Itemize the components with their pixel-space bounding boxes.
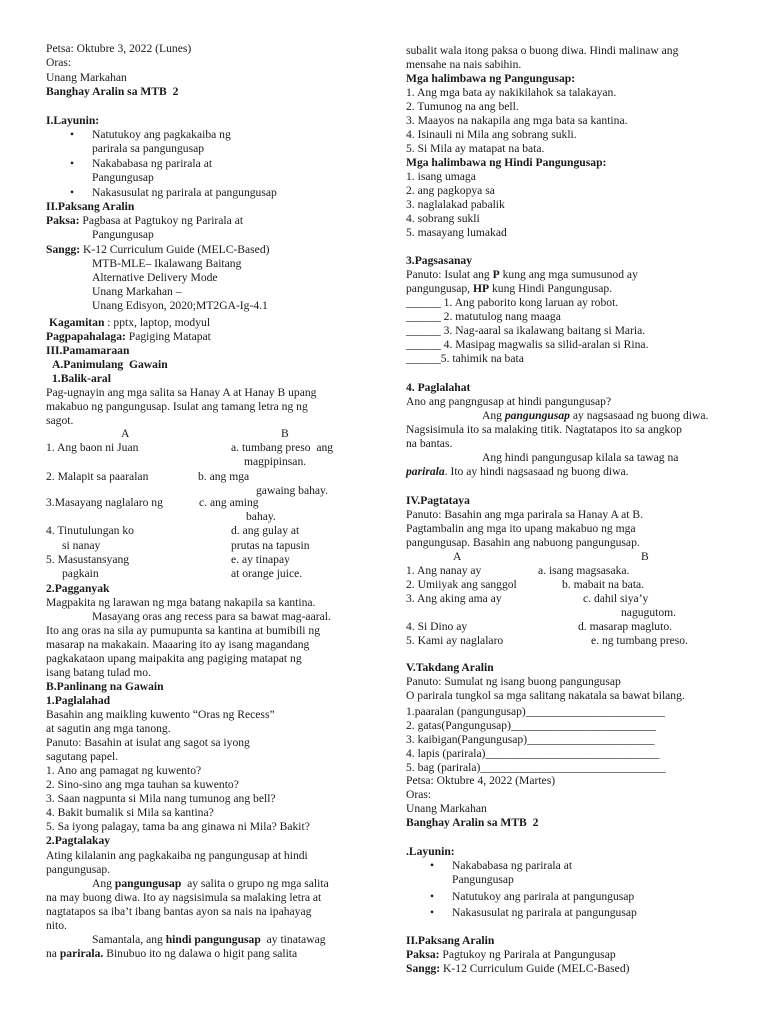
motivation-heading: 2.Pagganyak [46, 582, 110, 595]
definition-text: ay salita o grupo ng mga salita [181, 877, 329, 890]
assignment-text: Panuto: Sumulat ng isang buong pangungusap [406, 675, 621, 688]
generalization-text: ay nagsasaad ng buong diwa. [569, 409, 709, 422]
column-b-header: B [281, 427, 289, 440]
practice-instruction-text: kung Hindi Pangungusap. [489, 282, 613, 295]
definition-text: nagtatapos sa iba’t ibang bantas ayon sa nais na ipahayag [46, 905, 312, 918]
definition-text: ay tinatawag [260, 933, 326, 946]
review-text: sagot. [46, 414, 74, 427]
assignment-item: 5. bag (parirala)________________________________ [406, 761, 666, 774]
match-item-a: si nanay [62, 539, 101, 552]
practice-item: ______ 1. Ang paborito kong laruan ay robot. [406, 296, 619, 309]
sentence-examples-heading: Mga halimbawa ng Pangungusap: [406, 72, 576, 85]
phrase-examples-heading: Mga halimbawa ng Hindi Pangungusap: [406, 156, 607, 169]
continuation-text: mensahe na nais sabihin. [406, 58, 522, 71]
preliminary-heading: A.Panimulang Gawain [52, 358, 168, 371]
motivation-text: Magpakita ng larawan ng mga batang nakapila sa kantina. [46, 596, 316, 609]
reference-text-cont: Alternative Delivery Mode [92, 271, 218, 284]
subject-line-2 [406, 948, 616, 961]
definition-term: parirala. [59, 947, 104, 960]
definition-line [92, 933, 326, 946]
definition-text: na [46, 947, 60, 960]
match-item-b: d. ang gulay at [231, 524, 300, 537]
time-line-2: Oras: [406, 788, 432, 801]
generalization-text: Ang hindi pangungusap kilala sa tawag na [482, 451, 679, 464]
evaluation-item-b: d. masarap magluto. [578, 620, 673, 633]
objective-item-2: • Nakababasa ng parirala at [452, 859, 572, 872]
assignment-heading: V.Takdang Aralin [406, 661, 494, 674]
definition-text: Binubuo ito ng dalawa o higit pang salita [103, 947, 298, 960]
reference-label-2: Sangg: [406, 962, 441, 975]
evaluation-heading: IV.Pagtataya [406, 494, 470, 507]
phrase-example: 2. ang pagkopya sa [406, 184, 495, 197]
question-item: 3. Saan nagpunta si Mila nang tumunog ang bell? [46, 792, 276, 805]
date-line: Petsa: Oktubre 3, 2022 (Lunes) [46, 42, 192, 55]
definition-text: na may buong diwa. Ito ay nagsisimula sa malaking letra at [46, 891, 322, 904]
evaluation-item-a: 3. Ang aking ama ay [406, 592, 502, 605]
generalization-question: Ano ang pangngusap at hindi pangungusap? [406, 395, 612, 408]
values-label: Pagpapahalaga: [46, 330, 126, 343]
assignment-item: 4. lapis (parirala)______________________________ [406, 747, 660, 760]
practice-item: ______ 4. Masipag magwalis sa silid-aralan si Rina. [406, 338, 649, 351]
presentation-text: at sagutin ang mga tanong. [46, 722, 171, 735]
phrase-example: 1. isang umaga [406, 170, 476, 183]
evaluation-column-b-header: B [641, 550, 649, 563]
match-item-a: 1. Ang baon ni Juan [46, 441, 139, 454]
reference-label: Sangg: [46, 243, 81, 256]
definition-text: Ang [92, 877, 115, 890]
sentence-example: 4. Isinauli ni Mila ang sobrang sukli. [406, 128, 577, 141]
practice-heading: 3.Pagsasanay [406, 254, 473, 267]
reference-text-cont: MTB-MLE– Ikalawang Baitang [92, 257, 242, 270]
practice-code-p: P [492, 268, 500, 281]
development-heading: B.Panlinang na Gawain [46, 680, 164, 693]
assignment-text: O parirala tungkol sa mga salitang nakatala sa bawat bilang. [406, 689, 685, 702]
quarter-line-2: Unang Markahan [406, 802, 487, 815]
definition-text: nito. [46, 919, 67, 932]
motivation-text: pagkakataon upang maipakita ang pagiging matapat ng [46, 652, 302, 665]
date-line-2: Petsa: Oktubre 4, 2022 (Martes) [406, 774, 556, 787]
objective-item-2: • Natutukoy ang parirala at pangungusap [452, 890, 634, 903]
match-item-a: 3.Masayang naglalaro ng [46, 496, 163, 509]
subject-label: Paksa: [46, 214, 80, 227]
evaluation-item-a: 1. Ang nanay ay [406, 564, 482, 577]
sentence-example: 5. Si Mila ay matapat na bata. [406, 142, 545, 155]
question-item: 5. Sa iyong palagay, tama ba ang ginawa ni Mila? Bakit? [46, 820, 310, 833]
objective-item: • Natutukoy ang pagkakaiba ng [92, 128, 231, 141]
materials-line [49, 316, 210, 329]
discussion-heading: 2.Pagtalakay [46, 834, 111, 847]
evaluation-item-a: 2. Umiiyak ang sanggol [406, 578, 517, 591]
evaluation-item-b: nagugutom. [621, 606, 677, 619]
review-text: makabuo ng pangungusap. Isulat ang tamang letra ng ng [46, 400, 308, 413]
time-line: Oras: [46, 56, 72, 69]
evaluation-item-b: b. mabait na bata. [562, 578, 645, 591]
procedure-heading: III.Pamamaraan [46, 344, 130, 357]
evaluation-text: Panuto: Basahin ang mga parirala sa Hanay A at B. [406, 508, 643, 521]
materials-text: : pptx, laptop, modyul [104, 316, 211, 329]
objective-item: • Nakababasa ng parirala at [92, 157, 212, 170]
motivation-text: isang batang tulad mo. [46, 666, 151, 679]
reference-text-2: K-12 Curriculum Guide (MELC-Based) [440, 962, 630, 975]
definition-term: hindi pangungusap [165, 933, 261, 946]
generalization-term: pangungusap [504, 409, 570, 422]
objective-item-cont: parirala sa pangungusap [92, 142, 205, 155]
match-item-a: pagkain [62, 567, 99, 580]
reference-text: K-12 Curriculum Guide (MELC-Based) [80, 243, 270, 256]
presentation-heading: 1.Paglalahad [46, 694, 111, 707]
column-a-header: A [121, 427, 130, 440]
practice-instruction-text: kung ang mga sumusunod ay [499, 268, 638, 281]
evaluation-item-a: 4. Si Dino ay [406, 620, 468, 633]
objective-item: • Nakasusulat ng parirala at pangungusap [92, 186, 277, 199]
match-item-a: 4. Tinutulungan ko [46, 524, 134, 537]
subject-text: Pagbasa at Pagtukoy ng Parirala at [79, 214, 244, 227]
assignment-item: 1.paaralan (pangungusap)________________________ [406, 705, 665, 718]
practice-instruction [406, 282, 612, 295]
generalization-term: parirala [406, 465, 445, 478]
practice-item: ______ 2. matutulog nang maaga [406, 310, 561, 323]
match-item-a: 2. Malapit sa paaralan [46, 470, 149, 483]
match-item-b: gawaing bahay. [256, 484, 329, 497]
objectives-heading-2: .Layunin: [406, 845, 455, 858]
values-text: Pagiging Matapat [125, 330, 211, 343]
motivation-text: Masayang oras ang recess para sa bawat mag-aaral. [92, 610, 331, 623]
presentation-text: Panuto: Basahin at isulat ang sagot sa iyong [46, 736, 250, 749]
match-item-b: prutas na tapusin [231, 539, 310, 552]
definition-line [46, 947, 297, 960]
match-item-b: b. ang mga [198, 470, 250, 483]
phrase-example: 4. sobrang sukli [406, 212, 480, 225]
review-text: Pag-ugnayin ang mga salita sa Hanay A at Hanay B upang [46, 386, 317, 399]
motivation-text: masarap na makakain. Maaaring ito ay isang magandang [46, 638, 310, 651]
match-item-b: bahay. [246, 510, 276, 523]
subject-heading: II.Paksang Aralin [46, 200, 135, 213]
objective-item-cont: Pangungusap [92, 171, 154, 184]
discussion-text: pangungusap. [46, 863, 111, 876]
practice-item: ______ 3. Nag-aaral sa ikalawang baitang si Maria. [406, 324, 646, 337]
match-item-a: 5. Masustansyang [46, 553, 130, 566]
subject-label-2: Paksa: [406, 948, 440, 961]
reference-text-cont: Unang Markahan – [92, 285, 182, 298]
evaluation-column-a-header: A [453, 550, 462, 563]
match-item-b: magpipinsan. [244, 455, 307, 468]
generalization-text: na bantas. [406, 437, 453, 450]
review-heading: 1.Balik-aral [52, 372, 111, 385]
phrase-example: 3. naglalakad pabalik [406, 198, 505, 211]
match-item-b: at orange juice. [231, 567, 303, 580]
sentence-example: 3. Maayos na nakapila ang mga bata sa kantina. [406, 114, 628, 127]
sentence-example: 1. Ang mga bata ay nakikilahok sa talakayan. [406, 86, 617, 99]
objectives-heading: I.Layunin: [46, 114, 100, 127]
subject-line [46, 214, 243, 227]
sentence-example: 2. Tumunog na ang bell. [406, 100, 519, 113]
quarter-line: Unang Markahan [46, 71, 127, 84]
generalization-heading: 4. Paglalahat [406, 381, 471, 394]
objective-item-2-cont: Pangungusap [452, 873, 514, 886]
phrase-example: 5. masayang lumakad [406, 226, 507, 239]
assignment-item: 2. gatas(Pangungusap)_________________________ [406, 719, 656, 732]
reference-line-2 [406, 962, 629, 975]
practice-code-hp: HP [472, 282, 490, 295]
subject-heading-2: II.Paksang Aralin [406, 934, 495, 947]
question-item: 1. Ano ang pamagat ng kuwento? [46, 764, 202, 777]
presentation-text: Basahin ang maikling kuwento “Oras ng Recess” [46, 708, 275, 721]
evaluation-item-b: a. isang magsasaka. [538, 564, 630, 577]
practice-instruction [406, 268, 638, 281]
question-item: 4. Bakit bumalik si Mila sa kantina? [46, 806, 214, 819]
generalization-answer [482, 409, 708, 422]
discussion-text: Ating kilalanin ang pagkakaiba ng pangungusap at hindi [46, 849, 308, 862]
match-item-b: e. ay tinapay [231, 553, 290, 566]
evaluation-item-b: e. ng tumbang preso. [591, 634, 688, 647]
values-line [46, 330, 211, 343]
evaluation-item-a: 5. Kami ay naglalaro [406, 634, 504, 647]
practice-instruction-text: Panuto: Isulat ang [406, 268, 493, 281]
lesson-title: Banghay Aralin sa MTB 2 [46, 85, 179, 98]
match-item-b: c. ang aming [199, 496, 259, 509]
evaluation-text: Pagtambalin ang mga ito upang makabuo ng mga [406, 522, 636, 535]
objective-item-2: • Nakasusulat ng parirala at pangungusap [452, 906, 637, 919]
evaluation-text: pangungusap. Basahin ang nabuong pangungusap. [406, 536, 640, 549]
generalization-text: . Ito ay hindi nagsasaad ng buong diwa. [444, 465, 629, 478]
assignment-item: 3. kaibigan(Pangungusap)______________________ [406, 733, 655, 746]
definition-line [92, 877, 329, 890]
generalization-text: Nagsisimula ito sa malaking titik. Nagtatapos ito sa angkop [406, 423, 682, 436]
practice-item: ______5. tahimik na bata [406, 352, 524, 365]
materials-label: Kagamitan [49, 316, 105, 329]
reference-text-cont: Unang Edisyon, 2020;MT2GA-Ig-4.1 [92, 299, 268, 312]
subject-text-cont: Pangungusap [92, 228, 154, 241]
presentation-text: sagutang papel. [46, 750, 119, 763]
continuation-text: subalit wala itong paksa o buong diwa. Hindi malinaw ang [406, 44, 679, 57]
generalization-text: Ang [482, 409, 505, 422]
generalization-answer [406, 465, 629, 478]
lesson-title-2: Banghay Aralin sa MTB 2 [406, 816, 539, 829]
practice-instruction-text: pangungusap, [406, 282, 473, 295]
definition-term: pangungusap [114, 877, 182, 890]
motivation-text: Ito ang oras na sila ay pumupunta sa kantina at bumibili ng [46, 624, 321, 637]
match-item-b: a. tumbang preso ang [231, 441, 334, 454]
evaluation-item-b: c. dahil siya’y [583, 592, 649, 605]
subject-text-2: Pagtukoy ng Parirala at Pangungusap [439, 948, 616, 961]
reference-line [46, 243, 269, 256]
question-item: 2. Sino-sino ang mga tauhan sa kuwento? [46, 778, 239, 791]
definition-text: Samantala, ang [92, 933, 166, 946]
